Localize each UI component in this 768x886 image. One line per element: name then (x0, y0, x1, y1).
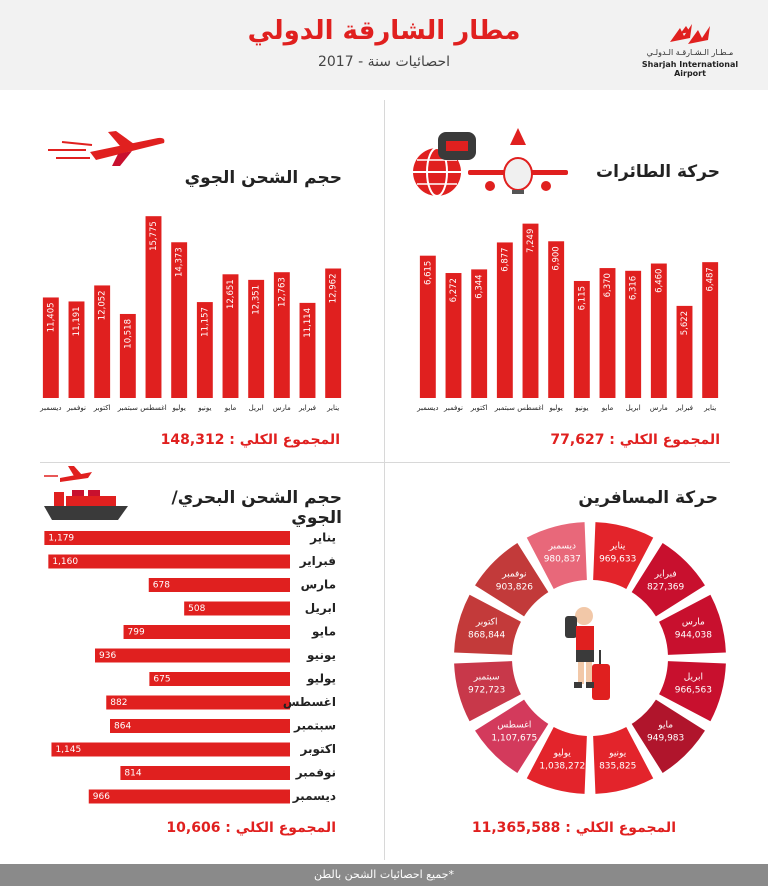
aircraft-category-label: سبتمبر (494, 404, 515, 412)
passengers-category-label: اكتوبر (475, 617, 498, 628)
logo-text-english: Sharjah International Airport (641, 60, 739, 78)
aircraft-value-label: 6,115 (577, 285, 588, 311)
sea-air-cargo-value-label: 864 (114, 721, 132, 732)
air-cargo-total: المجموع الكلي : 148,312 (160, 432, 340, 448)
logo-text-arabic: مـطـار الـشـارقـة الـدولـي (646, 48, 734, 57)
passengers-value-label: 966,563 (674, 685, 712, 696)
aircraft-value-label: 6,460 (654, 268, 665, 293)
sea-air-cargo-value-label: 882 (110, 698, 128, 708)
sea-air-cargo-value-label: 1,179 (48, 533, 75, 544)
aircraft-category-label: فبراير (675, 404, 694, 412)
sea-air-cargo-value-label: 966 (92, 792, 110, 802)
sea-air-cargo-value-label: 678 (152, 580, 170, 591)
air-cargo-category-label: ابريل (248, 404, 264, 412)
sea-air-cargo-bar (95, 649, 290, 663)
air-cargo-chart-title: حجم الشحن الجوي (184, 168, 342, 188)
sea-air-cargo-bar (120, 766, 290, 780)
passengers-category-label: ابريل (683, 672, 704, 683)
aircraft-value-label: 6,370 (603, 273, 613, 298)
sea-air-cargo-category-label: اغسطس (282, 695, 336, 709)
air-cargo-value-label: 12,052 (97, 290, 108, 321)
passengers-category-label: يناير (609, 541, 626, 552)
aircraft-value-label: 6,272 (449, 278, 459, 303)
airplane-front-icon (468, 128, 568, 194)
passengers-value-label: 903,826 (495, 582, 533, 593)
air-cargo-category-label: اكتوبر (93, 404, 111, 412)
passengers-category-label: اغسطس (497, 720, 532, 731)
air-cargo-value-label: 11,191 (72, 306, 82, 337)
air-cargo-category-label: نوفمبر (67, 404, 86, 412)
air-cargo-value-label: 12,962 (328, 273, 339, 304)
sea-air-cargo-bar (89, 790, 290, 804)
air-cargo-category-label: يوليو (172, 404, 186, 412)
air-cargo-value-label: 12,763 (277, 277, 288, 307)
air-cargo-value-label: 15,775 (149, 221, 159, 251)
passengers-value-label: 1,107,675 (491, 733, 538, 744)
passengers-value-label: 835,825 (599, 761, 637, 772)
airplane-small-icon (44, 466, 92, 482)
air-cargo-category-label: مايو (224, 404, 237, 412)
air-cargo-category-label: اغسطس (140, 404, 167, 412)
aircraft-category-label: مارس (649, 404, 668, 412)
air-cargo-value-label: 11,157 (200, 307, 211, 337)
passengers-value-label: 980,837 (543, 554, 581, 565)
aircraft-value-label: 6,615 (423, 260, 434, 286)
sea-air-cargo-value-label: 675 (153, 674, 171, 685)
aircraft-value-label: 6,877 (500, 247, 511, 272)
aircraft-total: المجموع الكلي : 77,627 (550, 432, 720, 448)
aircraft-category-label: مايو (601, 404, 614, 412)
aircraft-category-label: ديسمبر (417, 404, 439, 412)
sea-air-cargo-category-label: مايو (312, 624, 336, 639)
sea-air-cargo-category-label: ديسمبر (292, 789, 336, 803)
passengers-value-label: 972,723 (468, 685, 506, 696)
sea-air-cargo-bar (110, 719, 290, 733)
sea-air-cargo-bar-chart (44, 531, 336, 804)
sea-air-cargo-chart-title: حجم الشحن البحري/الجوي (171, 488, 342, 528)
passengers-total: المجموع الكلي : 11,365,588 (471, 820, 676, 836)
passengers-value-label: 868,844 (468, 630, 506, 641)
aircraft-value-label: 6,487 (705, 267, 716, 292)
passengers-value-label: 944,038 (674, 630, 712, 641)
passengers-category-label: نوفمبر (502, 569, 527, 580)
sea-air-cargo-value-label: 1,160 (52, 557, 79, 567)
page-title: مطار الشارقة الدولي (247, 16, 521, 46)
sea-air-cargo-value-label: 936 (99, 651, 117, 661)
air-cargo-value-label: 12,351 (251, 284, 262, 315)
air-cargo-category-label: سبتمبر (117, 404, 138, 412)
sea-air-cargo-value-label: 508 (188, 604, 206, 614)
footer (0, 864, 768, 886)
air-cargo-category-label: يناير (327, 404, 340, 412)
air-cargo-value-label: 11,114 (303, 307, 313, 338)
passengers-chart-title: حركة المسافرين (578, 488, 718, 508)
aircraft-category-label: اغسطس (517, 404, 544, 412)
passengers-category-label: يونيو (609, 748, 627, 759)
sea-air-cargo-bar (124, 625, 290, 639)
aircraft-category-label: ابريل (625, 404, 641, 412)
aircraft-value-label: 7,249 (526, 228, 536, 253)
airplane-side-icon (48, 131, 164, 166)
aircraft-category-label: نوفمبر (444, 404, 463, 412)
sea-air-cargo-category-label: اكتوبر (300, 742, 336, 756)
passengers-value-label: 1,038,272 (539, 761, 586, 772)
footer-note: *جميع احصائيات الشحن بالطن (313, 868, 454, 881)
sea-air-cargo-bar (48, 555, 290, 569)
sea-air-cargo-value-label: 1,145 (55, 745, 82, 755)
passengers-value-label: 827,369 (647, 582, 685, 593)
passengers-category-label: يوليو (553, 748, 571, 759)
aircraft-category-label: يناير (704, 404, 717, 412)
air-cargo-category-label: فبراير (298, 404, 317, 412)
aircraft-bar-chart (416, 224, 718, 412)
air-cargo-value-label: 12,651 (226, 279, 236, 310)
passengers-value-label: 969,633 (599, 554, 637, 565)
aircraft-value-label: 6,344 (474, 274, 485, 299)
page-subtitle: احصائيات سنة - 2017 (317, 54, 451, 70)
sea-air-cargo-category-label: نوفمبر (295, 765, 336, 780)
sea-air-cargo-bar (149, 578, 290, 592)
sea-air-cargo-value-label: 799 (127, 627, 145, 638)
sea-air-cargo-category-label: سبتمبر (293, 718, 336, 733)
aircraft-category-label: اكتوبر (470, 404, 488, 412)
air-cargo-category-label: مارس (272, 404, 291, 412)
air-cargo-value-label: 10,518 (123, 318, 134, 349)
ship-icon (44, 490, 128, 520)
sea-air-cargo-category-label: يوليو (307, 671, 336, 686)
air-cargo-category-label: ديسمبر (40, 404, 62, 412)
passengers-value-label: 949,983 (647, 733, 685, 744)
sea-air-cargo-bar (106, 696, 290, 710)
sea-air-cargo-category-label: ابريل (304, 601, 336, 615)
globe-icon (413, 132, 476, 196)
air-cargo-value-label: 14,373 (174, 247, 185, 278)
aircraft-value-label: 6,316 (628, 275, 639, 301)
passengers-category-label: مارس (681, 617, 705, 628)
sea-air-cargo-bar (44, 531, 290, 545)
air-cargo-category-label: يونيو (198, 404, 212, 412)
passengers-category-label: ديسمبر (548, 541, 577, 552)
passengers-category-label: سبتمبر (473, 672, 500, 683)
sea-air-cargo-value-label: 814 (124, 768, 142, 779)
traveler-icon (565, 607, 610, 700)
passengers-category-label: فبراير (654, 569, 677, 580)
aircraft-chart-title: حركة الطائرات (596, 162, 720, 182)
sea-air-cargo-total: المجموع الكلي : 10,606 (166, 820, 336, 836)
sea-air-cargo-bar (51, 743, 290, 757)
air-cargo-value-label: 11,405 (46, 302, 57, 333)
air-cargo-bar-chart (39, 216, 341, 412)
sea-air-cargo-category-label: فبراير (299, 554, 336, 568)
aircraft-category-label: يوليو (549, 404, 563, 412)
aircraft-value-label: 6,900 (551, 246, 562, 271)
aircraft-value-label: 5,622 (680, 310, 690, 336)
sea-air-cargo-category-label: يونيو (307, 648, 336, 662)
aircraft-category-label: يونيو (575, 404, 589, 412)
passengers-category-label: مايو (658, 720, 674, 731)
sea-air-cargo-category-label: يناير (310, 530, 336, 545)
sea-air-cargo-category-label: مارس (300, 577, 336, 592)
